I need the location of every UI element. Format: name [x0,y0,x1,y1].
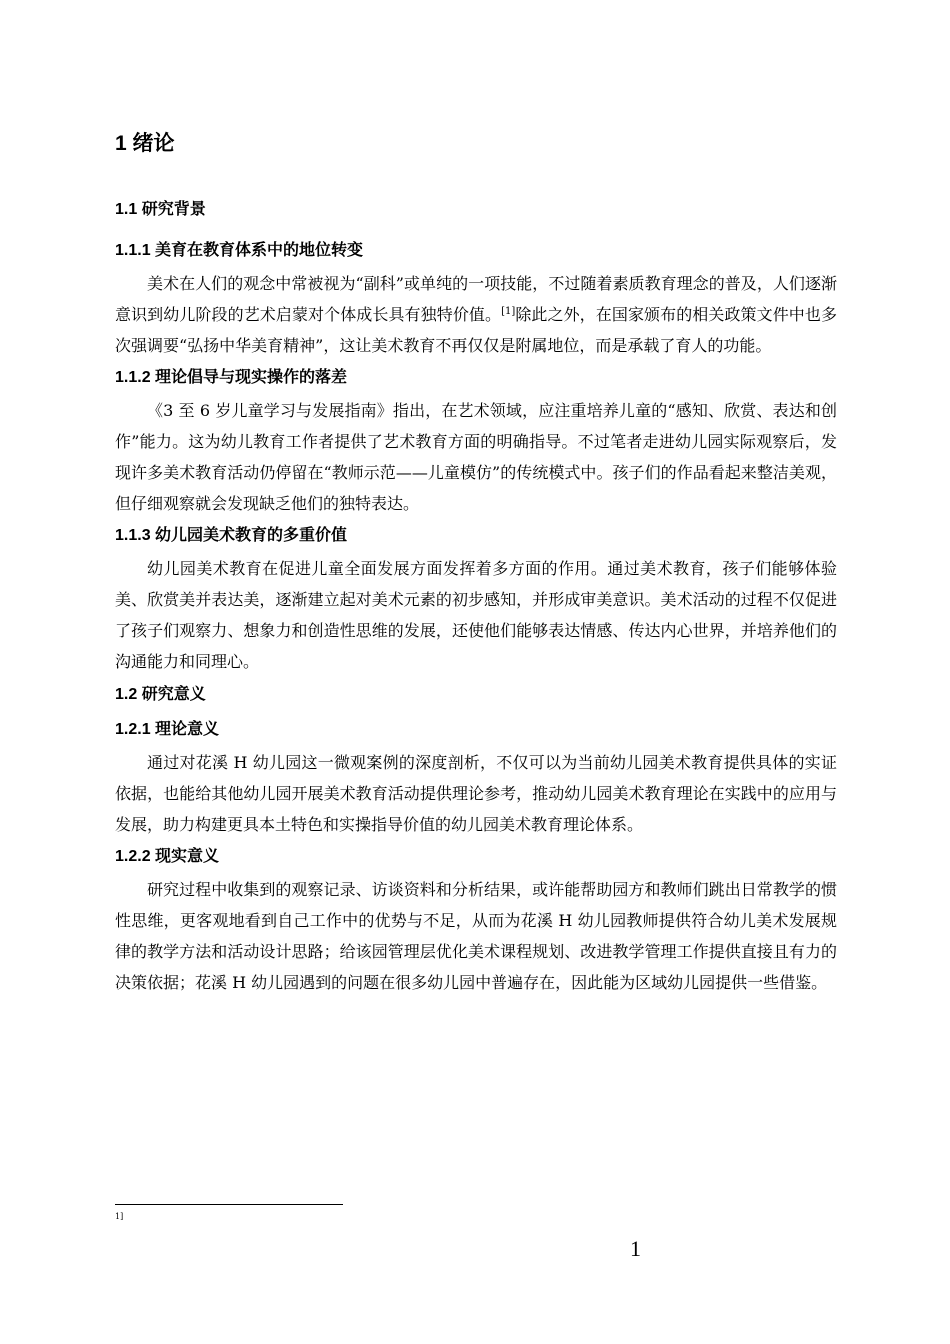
footnote-mark: 1] [115,1212,124,1221]
section-heading-1-2-1: 1.2.1 理论意义 [115,721,220,738]
page-body [115,124,837,998]
chapter-title: 1 绪论 [115,132,175,155]
paragraph-1-2-1: 通过对花溪 H 幼儿园这一微观案例的深度剖析，不仅可以为当前幼儿园美术教育提供具体的实证依据，也能给其他幼儿园开展美术教育活动提供理论参考，推动幼儿园美术教育理论在实践中的应用与发展，助力构建更具本土特色和实操指导价值的幼儿园美术教育理论体系。 [115,753,837,834]
section-heading-1-1-3: 1.1.3 幼儿园美术教育的多重价值 [115,527,348,544]
footnote-divider [115,1204,343,1205]
page-number: 1 [630,1236,641,1261]
section-heading-1-2: 1.2 研究意义 [115,686,206,703]
paragraph-1-1-2: 《3 至 6 岁儿童学习与发展指南》指出，在艺术领域，应注重培养儿童的“感知、欣赏、表达和创作”能力。这为幼儿教育工作者提供了艺术教育方面的明确指导。不过笔者走进幼儿园实际观察后，发现许多美术教育活动仍停留在“教师示范——儿童模仿”的传统模式中。孩子们的作品看起来整洁美观，但仔细观察就会发现缺乏他们的独特表达。 [115,401,837,513]
section-heading-1-2-2: 1.2.2 现实意义 [115,848,220,865]
section-heading-1-1-2: 1.1.2 理论倡导与现实操作的落差 [115,369,348,386]
citation-ref: [1] [501,306,516,317]
paragraph-1-1-1-part-b: 除此之外，在国家颁布的相关政策文件中也多次强调要“弘扬中华美育精神”，这让美术教育不再仅仅是附属地位，而是承载了育人的功能。 [115,305,837,355]
paragraph-1-1-1 [115,268,837,361]
paragraph-1-1-3: 幼儿园美术教育在促进儿童全面发展方面发挥着多方面的作用。通过美术教育，孩子们能够体验美、欣赏美并表达美，逐渐建立起对美术元素的初步感知，并形成审美意识。美术活动的过程不仅促进了孩子们观察力、想象力和创造性思维的发展，还使他们能够表达情感、传达内心世界，并培养他们的沟通能力和同理心。 [115,559,837,671]
section-heading-1-1-1: 1.1.1 美育在教育体系中的地位转变 [115,242,364,259]
paragraph-1-2-2: 研究过程中收集到的观察记录、访谈资料和分析结果，或许能帮助园方和教师们跳出日常教学的惯性思维，更客观地看到自己工作中的优势与不足，从而为花溪 H 幼儿园教师提供符合幼儿美术发展规律的教学方法和活动设计思路；给该园管理层优化美术课程规划、改进教学管理工作提供直接且有力的决策依据；花溪 H 幼儿园遇到的问题在很多幼儿园中普遍存在，因此能为区域幼儿园提供一些借鉴。 [115,880,837,992]
section-heading-1-1: 1.1 研究背景 [115,201,206,218]
paragraph-1-1-1-part-a: 美术在人们的观念中常被视为“副科”或单纯的一项技能，不过随着素质教育理念的普及，人们逐渐意识到幼儿阶段的艺术启蒙对个体成长具有独特价值。 [115,274,837,324]
